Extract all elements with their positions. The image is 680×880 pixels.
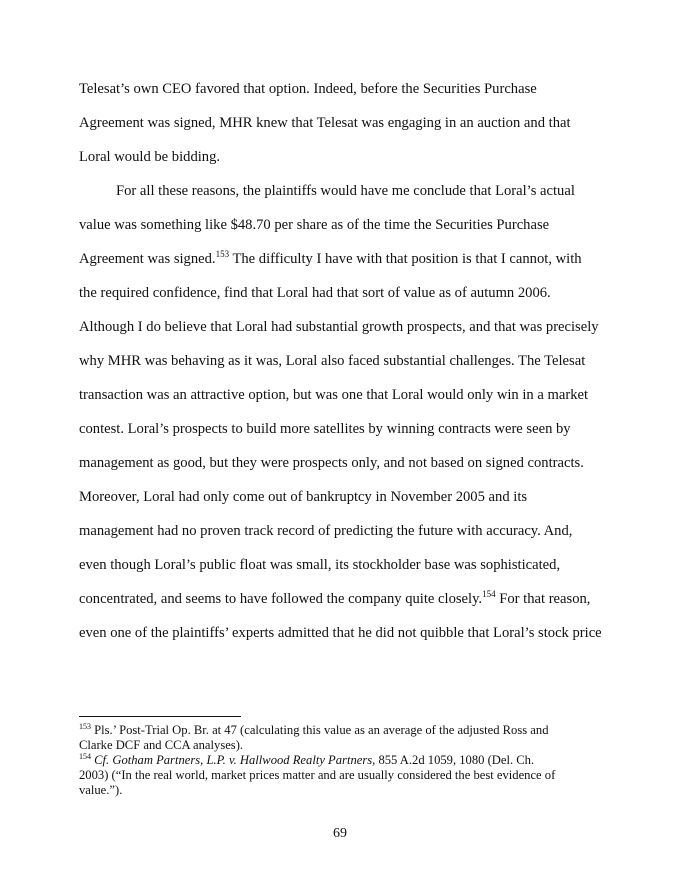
body-line: even though Loral’s public float was small, its stockholder base was sophisticated, xyxy=(79,557,561,573)
body-line: concentrated, and seems to have followed the company quite closely.$^{154}$ For that reason, xyxy=(79,589,591,607)
body-line: value was something like $48.70 per share as of the time the Securities Purchase xyxy=(79,217,550,233)
body-line: contest. Loral’s prospects to build more satellites by winning contracts were seen by xyxy=(79,421,571,437)
footnote-154: $^{154}$ Cf. Gotham Partners, L.P. v. Hallwood Realty Partners, 855 A.2d 1059, 1080 (Del. Ch. xyxy=(79,752,535,767)
body-line: Agreement was signed, MHR knew that Telesat was engaging in an auction and that xyxy=(79,115,571,131)
body-line: transaction was an attractive option, but was one that Loral would only win in a market xyxy=(79,387,589,403)
page-number: 69 xyxy=(333,826,347,841)
footnote-line: value.”). xyxy=(79,783,123,797)
body-line: Telesat’s own CEO favored that option. Indeed, before the Securities Purchase xyxy=(79,81,537,97)
body-line: why MHR was behaving as it was, Loral also faced substantial challenges. The Telesat xyxy=(79,353,586,369)
body-line: the required confidence, find that Loral had that sort of value as of autumn 2006. xyxy=(79,285,551,301)
body-line: even one of the plaintiffs’ experts admitted that he did not quibble that Loral’s stock price xyxy=(79,625,602,641)
body-line: Agreement was signed.$^{153}$ The difficulty I have with that position is that I cannot, with xyxy=(79,249,582,267)
footnote-153: $^{153}$ Pls.’ Post-Trial Op. Br. at 47 (calculating this value as an average of the adjusted Ross and xyxy=(79,722,549,737)
footnote-line: 2003) (“In the real world, market prices matter and are usually considered the best evidence of xyxy=(79,768,556,782)
body-line: Although I do believe that Loral had substantial growth prospects, and that was precisely xyxy=(79,319,599,335)
footnote-line: Clarke DCF and CCA analyses). xyxy=(79,738,244,752)
body-line: management had no proven track record of predicting the future with accuracy. And, xyxy=(79,523,573,539)
body-line: management as good, but they were prospects only, and not based on signed contracts. xyxy=(79,455,584,471)
body-line: Loral would be bidding. xyxy=(79,149,221,165)
footnote-separator xyxy=(79,716,241,717)
footnote-ref-153[interactable]: 153 xyxy=(215,249,230,259)
footnote-ref-154[interactable]: 154 xyxy=(482,589,496,599)
body-line: Moreover, Loral had only come out of bankruptcy in November 2005 and its xyxy=(79,489,528,505)
body-line: For all these reasons, the plaintiffs would have me conclude that Loral’s actual xyxy=(116,183,575,199)
